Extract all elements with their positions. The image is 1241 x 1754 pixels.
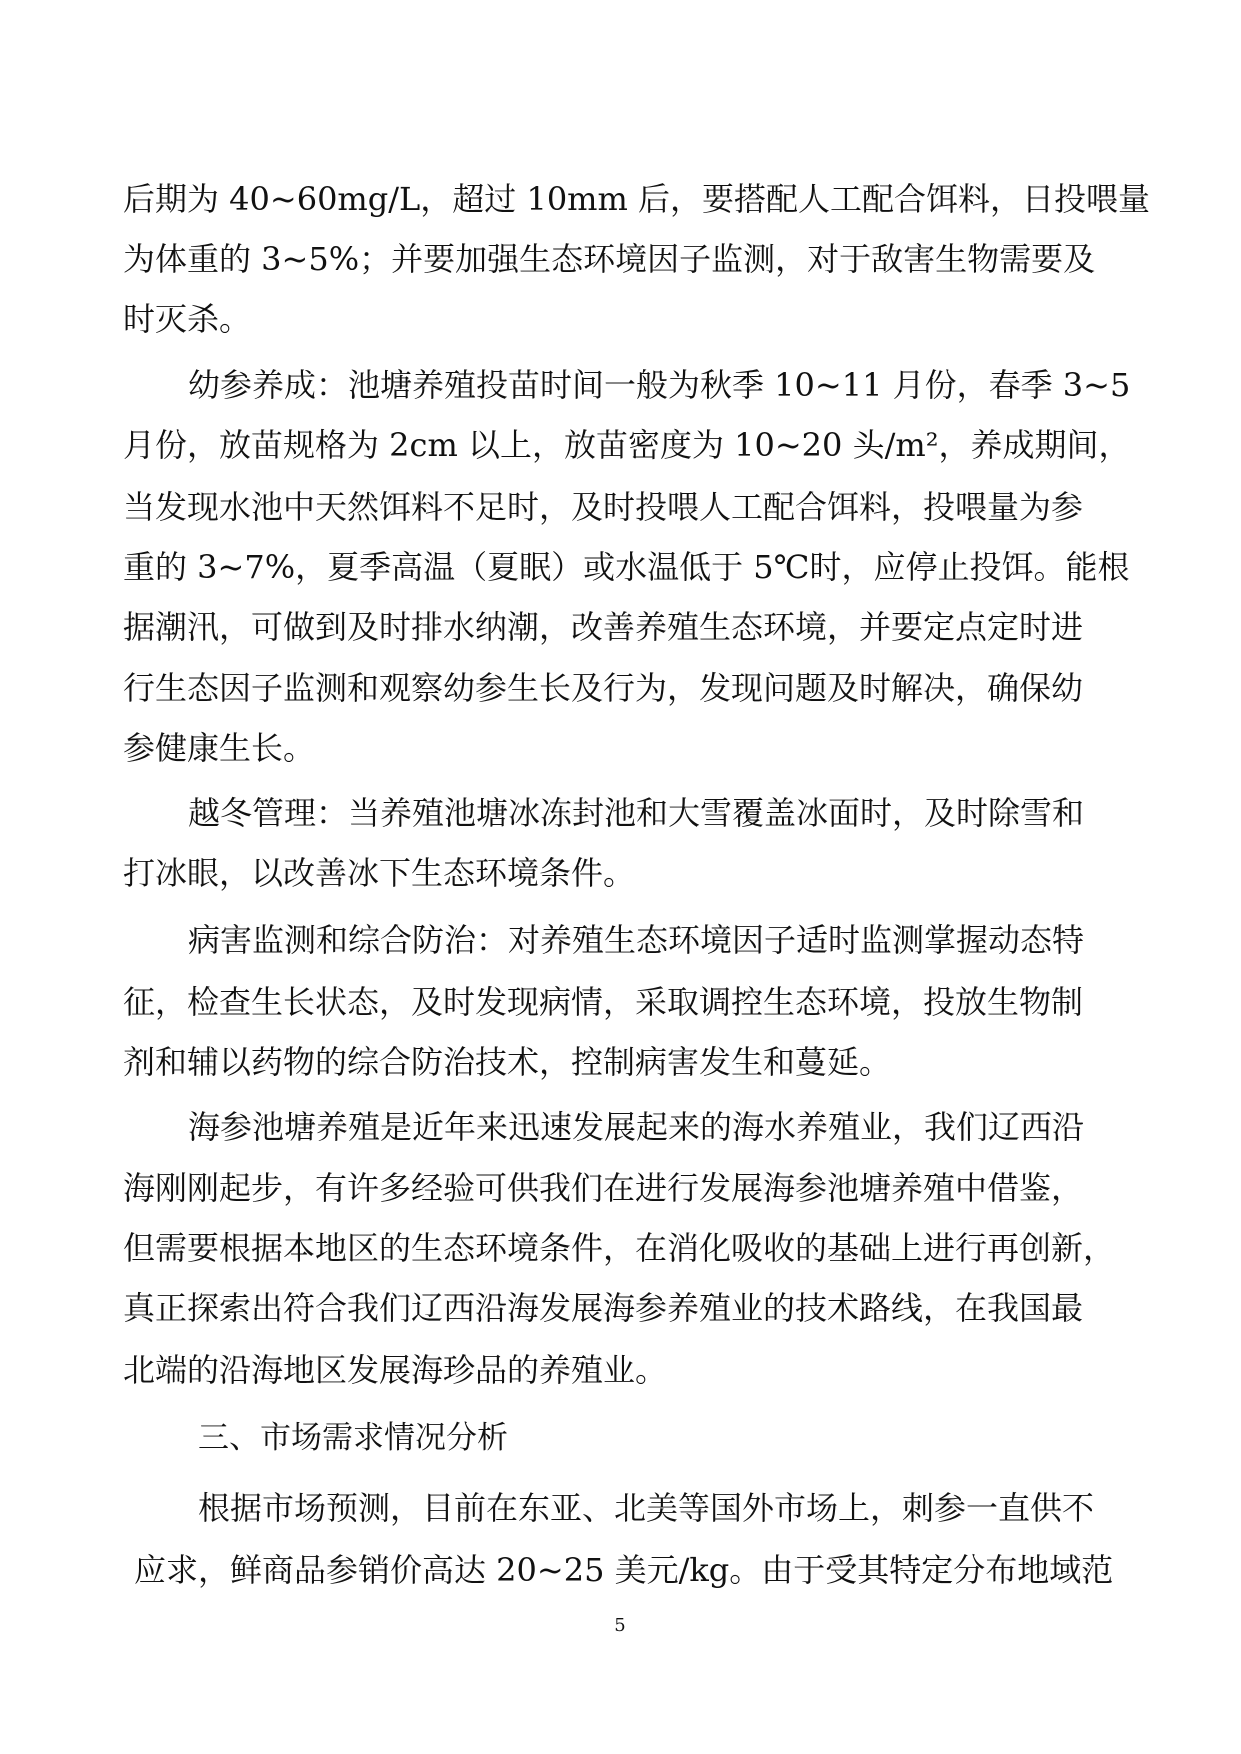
text-line: 为体重的 3~5%；并要加强生态环境因子监测，对于敌害生物需要及 — [123, 240, 1096, 278]
text-line: 据潮汛，可做到及时排水纳潮，改善养殖生态环境，并要定点定时进 — [123, 608, 1084, 646]
text-line: 时灭杀。 — [123, 300, 252, 338]
paragraph-first-line: 海参池塘养殖是近年来迅速发展起来的海水养殖业，我们辽西沿 — [188, 1108, 1085, 1146]
text-line: 但需要根据本地区的生态环境条件，在消化吸收的基础上进行再创新， — [123, 1229, 1116, 1267]
paragraph-first-line: 幼参养成：池塘养殖投苗时间一般为秋季 10~11 月份，春季 3~5 — [188, 366, 1131, 404]
text-line: 后期为 40~60mg/L，超过 10mm 后，要搭配人工配合饵料，日投喂量 — [123, 180, 1151, 218]
text-line: 征，检查生长状态，及时发现病情，采取调控生态环境，投放生物制 — [123, 983, 1084, 1021]
text-line: 重的 3~7%，夏季高温（夏眠）或水温低于 5℃时，应停止投饵。能根 — [123, 548, 1130, 586]
paragraph-first-line: 根据市场预测，目前在东亚、北美等国外市场上，刺参一直供不 — [198, 1489, 1095, 1527]
text-line: 真正探索出符合我们辽西沿海发展海参养殖业的技术路线，在我国最 — [123, 1289, 1084, 1327]
paragraph-first-line: 病害监测和综合防治：对养殖生态环境因子适时监测掌握动态特 — [188, 921, 1085, 959]
text-line: 参健康生长。 — [123, 729, 316, 767]
text-line: 月份，放苗规格为 2cm 以上，放苗密度为 10~20 头/m²，养成期间， — [123, 426, 1131, 464]
text-line: 剂和辅以药物的综合防治技术，控制病害发生和蔓延。 — [123, 1043, 892, 1081]
text-line: 海刚刚起步，有许多经验可供我们在进行发展海参池塘养殖中借鉴， — [123, 1169, 1084, 1207]
text-line: 应求，鲜商品参销价高达 20~25 美元/kg。由于受其特定分布地域范 — [134, 1551, 1114, 1589]
section-heading: 三、市场需求情况分析 — [198, 1420, 508, 1456]
page-number: 5 — [614, 1615, 626, 1636]
text-line: 行生态因子监测和观察幼参生长及行为，发现问题及时解决，确保幼 — [123, 669, 1084, 707]
text-line: 打冰眼，以改善冰下生态环境条件。 — [123, 854, 636, 892]
text-line: 北端的沿海地区发展海珍品的养殖业。 — [123, 1351, 668, 1389]
text-line: 当发现水池中天然饵料不足时，及时投喂人工配合饵料，投喂量为参 — [123, 488, 1084, 526]
paragraph-first-line: 越冬管理：当养殖池塘冰冻封池和大雪覆盖冰面时，及时除雪和 — [188, 794, 1085, 832]
